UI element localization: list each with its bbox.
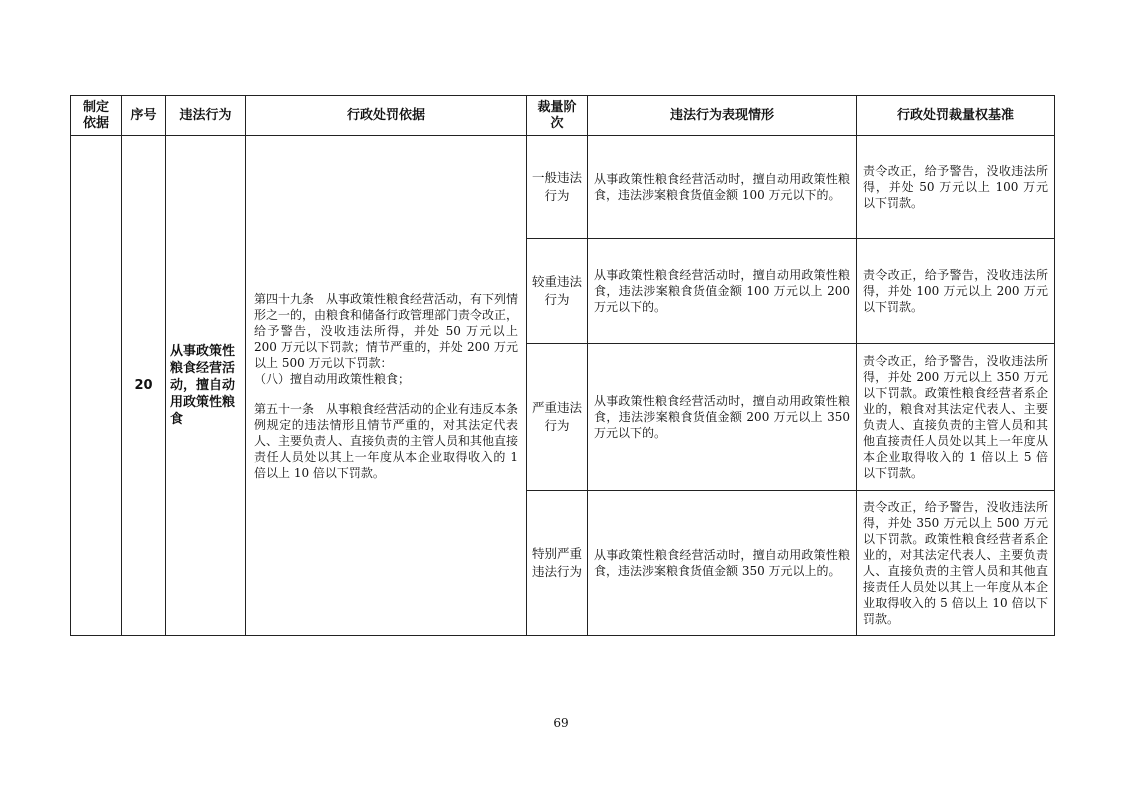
situation-cell-serious: 从事政策性粮食经营活动时，擅自动用政策性粮食，违法涉案粮食货值金额 100 万元以上 200 万元以下的。 — [588, 239, 857, 344]
situation-cell-especially-severe: 从事政策性粮食经营活动时，擅自动用政策性粮食，违法涉案粮食货值金额 350 万元以上的。 — [588, 491, 857, 636]
law-article-49: 第四十九条 从事政策性粮食经营活动，有下列情形之一的，由粮食和储备行政管理部门责令改正，给予警告，没收违法所得，并处 50 万元以上 200 万元以下罚款；情节严重的，并处 200 万元以上 500 万元以下罚款： — [254, 291, 519, 370]
situation-cell-severe: 从事政策性粮食经营活动时，擅自动用政策性粮食，违法涉案粮食货值金额 200 万元以上 350 万元以下的。 — [588, 344, 857, 491]
header-situation: 违法行为表现情形 — [588, 96, 857, 136]
standard-cell-especially-severe: 责令改正，给予警告，没收违法所得，并处 350 万元以上 500 万元以下罚款。政策性粮食经营者系企业的，对其法定代表人、主要负责人、直接负责的主管人员和其他直接责任人员处以其上一年度从本企业取得收入的 5 倍以上 10 倍以下罚款。 — [857, 491, 1055, 636]
header-law: 行政处罚依据 — [246, 96, 527, 136]
level-cell-especially-severe: 特别严重违法行为 — [527, 491, 588, 636]
situation-cell-general: 从事政策性粮食经营活动时，擅自动用政策性粮食，违法涉案粮食货值金额 100 万元以下的。 — [588, 136, 857, 239]
header-seq: 序号 — [122, 96, 166, 136]
penalty-basis-cell — [246, 136, 527, 636]
law-article-51: 第五十一条 从事粮食经营活动的企业有违反本条例规定的违法情形且情节严重的，对其法定代表人、主要负责人、直接负责的主管人员和其他直接责任人员处以其上一年度从本企业取得收入的 1 倍以上 10 倍以下罚款。 — [254, 401, 519, 480]
table-row — [71, 136, 1055, 239]
standard-cell-severe: 责令改正，给予警告，没收违法所得，并处 200 万元以上 350 万元以下罚款。政策性粮食经营者系企业的，粮食对其法定代表人、主要负责人、直接负责的主管人员和其他直接责任人员处以其上一年度从本企业取得收入的 1 倍以上 5 倍以下罚款。 — [857, 344, 1055, 491]
page-number: 69 — [553, 716, 569, 730]
seq-cell: 20 — [122, 136, 166, 636]
standard-cell-serious: 责令改正，给予警告，没收违法所得，并处 100 万元以上 200 万元以下罚款。 — [857, 239, 1055, 344]
level-cell-severe: 严重违法行为 — [527, 344, 588, 491]
level-cell-serious: 较重违法行为 — [527, 239, 588, 344]
level-cell-general: 一般违法行为 — [527, 136, 588, 239]
header-level: 裁量阶次 — [527, 96, 588, 136]
standard-cell-general: 责令改正，给予警告，没收违法所得，并处 50 万元以上 100 万元以下罚款。 — [857, 136, 1055, 239]
violation-act-cell: 从事政策性粮食经营活动，擅自动用政策性粮食 — [166, 136, 246, 636]
table-header-row — [71, 96, 1055, 136]
basis-cell — [71, 136, 122, 636]
penalty-discretion-table — [70, 95, 1055, 636]
header-basis: 制定依据 — [71, 96, 122, 136]
header-act: 违法行为 — [166, 96, 246, 136]
header-standard: 行政处罚裁量权基准 — [857, 96, 1055, 136]
law-article-49-item-8: （八）擅自动用政策性粮食； — [254, 371, 411, 386]
